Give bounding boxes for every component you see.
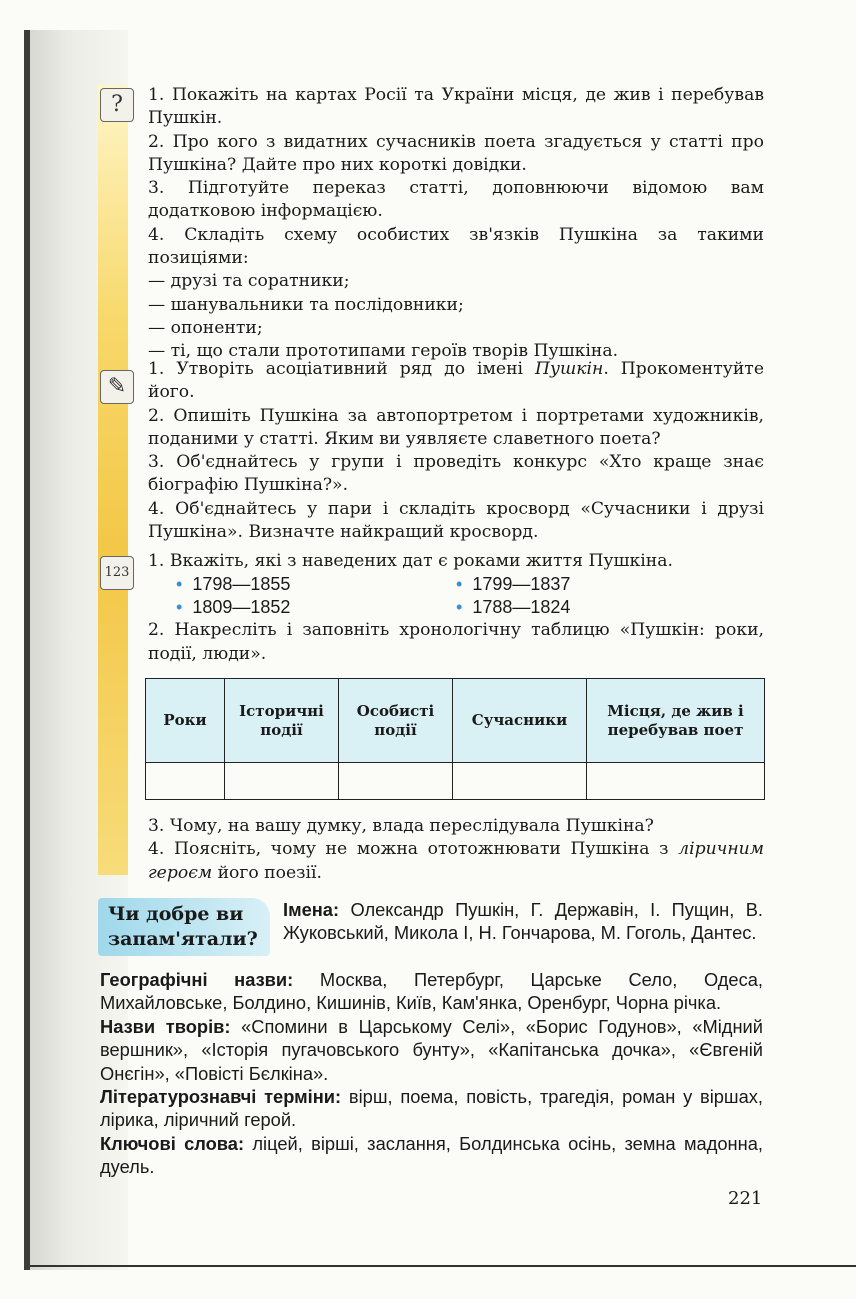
question-icon: ? <box>100 88 134 122</box>
date-options <box>176 573 764 619</box>
cell <box>146 763 225 800</box>
cell <box>339 763 453 800</box>
task-block-cont <box>148 815 764 885</box>
label: Географічні назви: <box>100 969 294 990</box>
task-3: 3. Чому, на вашу думку, влада переслідувала Пушкіна? <box>148 816 654 836</box>
question-2: 2. Про кого з видатних сучасників поета згадується у статті про Пушкіна? Дайте про них короткі довідки. <box>148 131 764 175</box>
text: 1. Утворіть асоціативний ряд до імені <box>148 359 524 379</box>
cell <box>453 763 587 800</box>
question-4-item: — ті, що стали прототипами героїв творів Пушкіна. <box>148 341 619 362</box>
italic-term: ліричним героєм <box>148 839 765 883</box>
quill-icon: ✎ <box>100 370 134 404</box>
creative-task-4: 4. Об'єднайтесь у пари і складіть кросворд «Сучасники і друзі Пушкіна». Визначте найкращий кросворд. <box>148 498 764 543</box>
section-color-bar <box>98 85 128 875</box>
page-number: 221 <box>728 1188 763 1209</box>
header-years: Роки <box>146 679 225 763</box>
task-2: 2. Накресліть і заповніть хронологічну таблицю «Пушкін: роки, події, люди». <box>148 620 764 664</box>
question-4-item: — опоненти; <box>148 317 263 338</box>
creative-task-3: 3. Об'єднайтесь у групи і проведіть конкурс «Хто краще знає біографію Пушкіна?». <box>148 452 764 496</box>
question-3: 3. Підготуйте переказ статті, доповнюючи відомою вам додатковою інформацією. <box>148 178 764 222</box>
question-4-item: — друзі та соратники; <box>148 271 350 292</box>
task-4 <box>148 838 764 885</box>
value: ліцей, вірші, заслання, Болдинська осінь, земна мадонна, дуель. <box>100 1132 763 1178</box>
value: вірш, поема, повість, трагедія, роман у віршах, лірика, ліричний герой. <box>100 1086 763 1131</box>
chronology-table <box>145 678 765 800</box>
question-1: 1. Покажіть на картах Росії та України місця, де жив і перебував Пушкін. <box>148 85 764 129</box>
label: Назви творів: <box>100 1015 231 1037</box>
cell <box>225 763 339 800</box>
task-block <box>148 550 764 666</box>
page-edge <box>24 30 30 1270</box>
text: його поезії. <box>217 862 322 883</box>
cell <box>587 763 765 800</box>
creative-task-1 <box>148 358 764 405</box>
date-option: • 1798—1855 <box>176 573 456 596</box>
header-historic: Історичні події <box>225 679 339 763</box>
value: Олександр Пушкін, Г. Державін, І. Пущин, В. Жуковський, Микола І, Н. Гончарова, М. Гоголь, Дантес. <box>283 899 763 944</box>
review-names <box>283 898 763 945</box>
text: . Прокоментуйте його. <box>148 359 764 403</box>
label: Імена: <box>283 899 340 920</box>
creative-block <box>148 358 764 544</box>
question-4: 4. Складіть схему особистих зв'язків Пушкіна за такими позиціями: <box>148 224 764 269</box>
creative-task-2: 2. Опишіть Пушкіна за автопортретом і портретами художників, поданими у статті. Яким ви уявляєте славетного поета? <box>148 405 764 449</box>
bottom-rule <box>30 1265 856 1267</box>
review-badge: Чи добре ви запам'ятали? <box>98 898 270 956</box>
review-list <box>100 968 763 1179</box>
italic-name: Пушкін <box>535 359 604 379</box>
date-option: • 1788—1824 <box>456 596 736 619</box>
header-places: Місця, де жив і перебував поет <box>587 679 765 763</box>
date-option: • 1799—1837 <box>456 573 736 596</box>
header-contemporaries: Сучасники <box>453 679 587 763</box>
questions-block <box>148 84 764 364</box>
value: «Спомини в Царському Селі», «Борис Годунов», «Мідний вершник», «Історія пугачовського бунту», «Капітанська дочка», «Євгеній Онєгін», «Повісті Бєлкіна». <box>100 1015 763 1084</box>
label: Літературознавчі терміни: <box>100 1086 342 1108</box>
task-1: 1. Вкажіть, які з наведених дат є роками життя Пушкіна. <box>148 551 673 571</box>
label: Ключові слова: <box>100 1132 245 1154</box>
text: 4. Поясніть, чому не можна ототожнювати Пушкіна з <box>148 839 669 860</box>
header-personal: Особисті події <box>339 679 453 763</box>
numbers-icon: 123 <box>100 556 134 590</box>
value: Москва, Петербург, Царське Село, Одеса, Михайловське, Болдино, Кишинів, Київ, Кам'янка, Оренбург, Чорна річка. <box>100 969 763 1014</box>
question-4-item: — шанувальники та послідовники; <box>148 294 464 315</box>
date-option: • 1809—1852 <box>176 596 456 619</box>
